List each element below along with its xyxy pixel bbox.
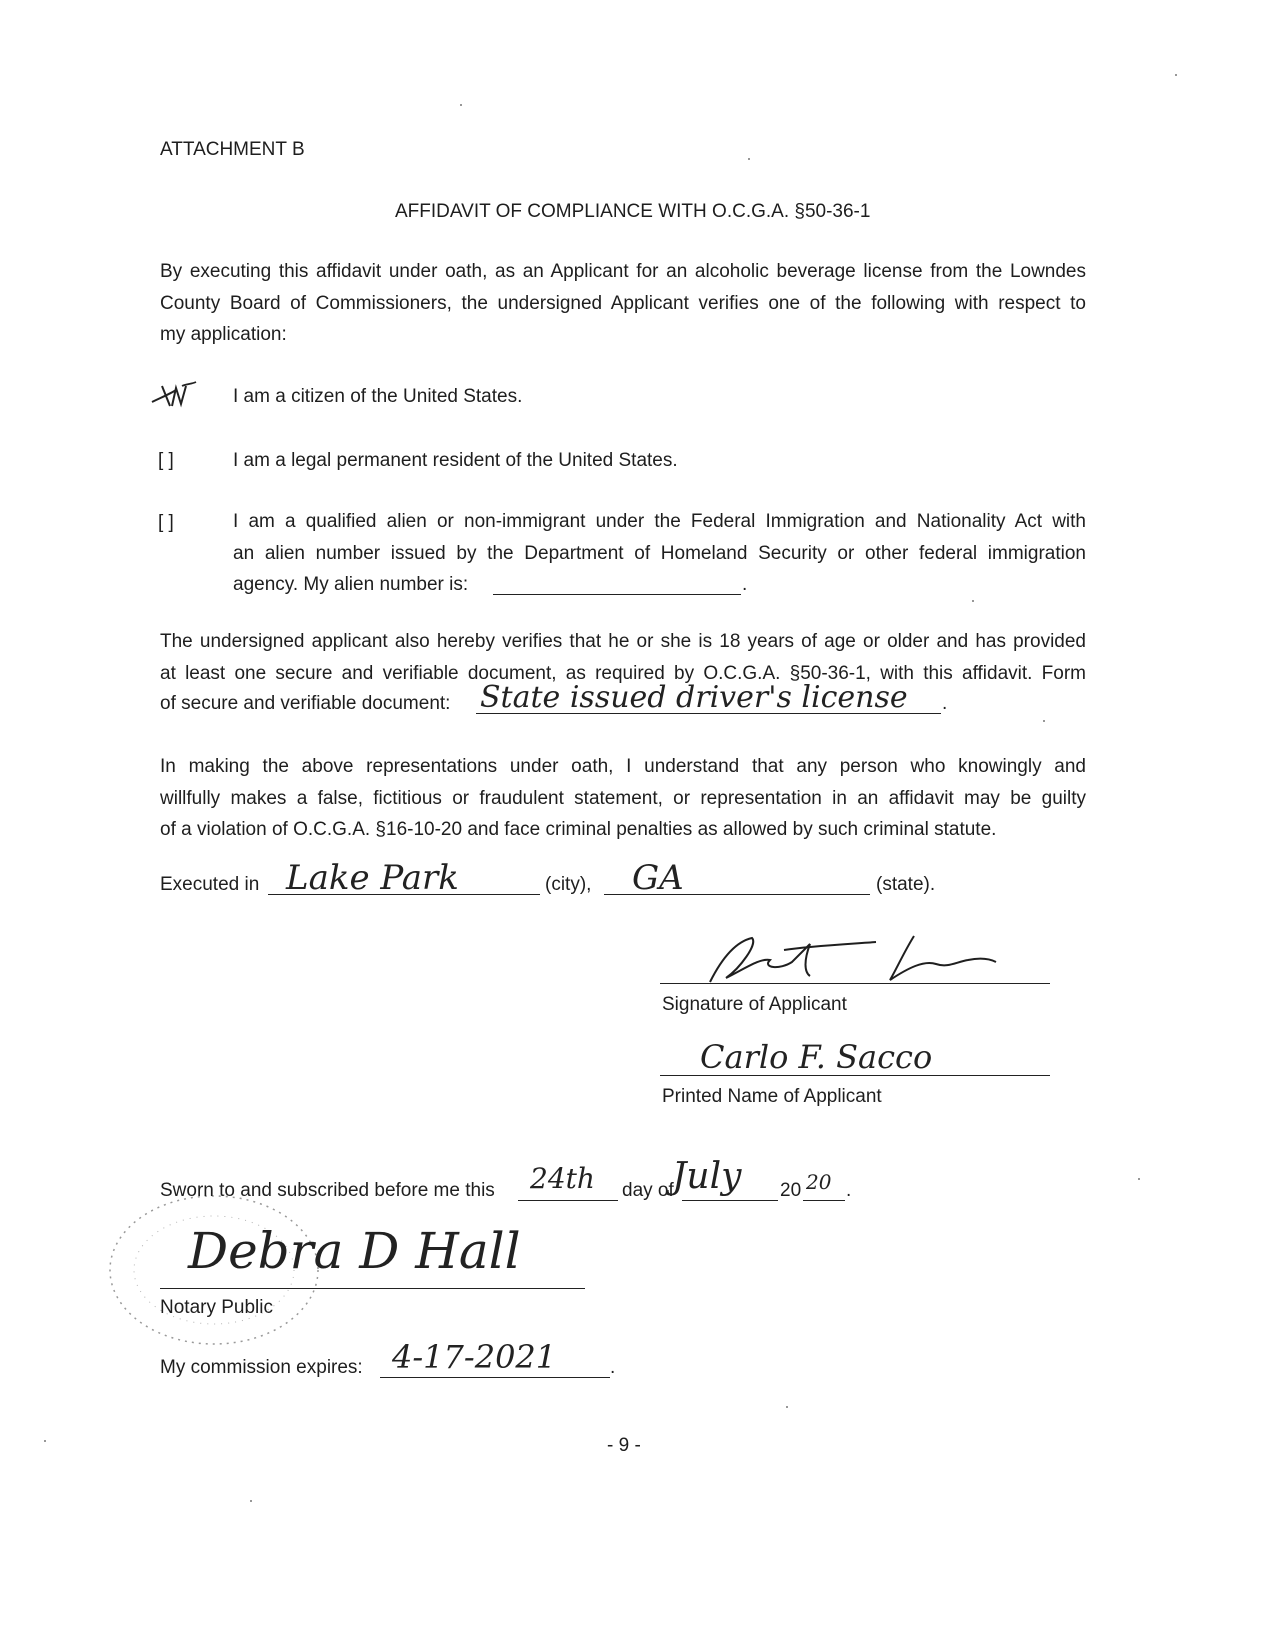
notary-signature-line [160, 1288, 585, 1289]
signature-label: Signature of Applicant [662, 994, 847, 1015]
document-type-period: . [942, 693, 948, 714]
commission-label: My commission expires: [160, 1357, 363, 1378]
document-type-label: of secure and verifiable document: [160, 693, 451, 714]
intro-line: By executing this affidavit under oath, as an Applicant for an alcoholic beverage license from the Lowndes [160, 261, 1086, 282]
scan-speck [748, 158, 750, 160]
scan-speck [972, 600, 974, 602]
notary-signature: Debra D Hall [188, 1222, 521, 1280]
commission-line [380, 1377, 610, 1378]
month-value[interactable]: July [672, 1156, 742, 1197]
intro-line: County Board of Commissioners, the undersigned Applicant verifies one of the following with respect to [160, 292, 1086, 314]
printed-name-value[interactable]: Carlo F. Sacco [700, 1038, 933, 1076]
scan-speck [786, 1406, 788, 1408]
intro-line: my application: [160, 324, 287, 345]
year-line [803, 1200, 845, 1201]
document-title: AFFIDAVIT OF COMPLIANCE WITH O.C.G.A. §50-36-1 [395, 201, 871, 222]
month-line [682, 1200, 778, 1201]
alien-number-field[interactable] [493, 594, 741, 595]
sworn-label: Sworn to and subscribed before me this [160, 1180, 495, 1201]
year-value[interactable]: 20 [806, 1170, 832, 1194]
document-type-value[interactable]: State issued driver's license [480, 680, 908, 715]
applicant-signature [700, 932, 1000, 988]
attachment-label: ATTACHMENT B [160, 139, 305, 160]
scan-speck [250, 1500, 252, 1502]
intro-paragraph [160, 256, 1086, 351]
city-label: (city), [545, 874, 592, 895]
page-number: - 9 - [607, 1435, 641, 1456]
day-of-label: day of [622, 1180, 674, 1201]
alien-line: I am a qualified alien or non-immigrant under the Federal Immigration and Nationality Act with [233, 511, 1086, 532]
commission-period: . [610, 1357, 616, 1378]
executed-label: Executed in [160, 874, 260, 895]
alien-number-period: . [742, 574, 748, 595]
year-prefix: 20 [780, 1180, 802, 1201]
printed-name-label: Printed Name of Applicant [662, 1086, 882, 1107]
scan-speck [1138, 1178, 1140, 1180]
day-value[interactable]: 24th [530, 1162, 595, 1195]
oath-line: In making the above representations under oath, I understand that any person who knowingly and [160, 756, 1086, 777]
oath-paragraph [160, 751, 1086, 846]
commission-value[interactable]: 4-17-2021 [392, 1338, 557, 1376]
scan-speck [1175, 74, 1177, 76]
day-line [518, 1200, 618, 1201]
verification-line: at least one secure and verifiable document, as required by O.C.G.A. §50-36-1, with this affidavit. Form [160, 662, 1086, 684]
state-label: (state). [876, 874, 936, 895]
verification-line: The undersigned applicant also hereby verifies that he or she is 18 years of age or older and has provided [160, 631, 1086, 652]
oath-line: of a violation of O.C.G.A. §16-10-20 and face criminal penalties as allowed by such criminal statute. [160, 819, 997, 840]
alien-number-label: agency. My alien number is: [233, 574, 469, 595]
citizen-checkmark [148, 380, 198, 410]
scan-speck [460, 104, 462, 106]
scan-speck [44, 1440, 46, 1442]
alien-line: an alien number issued by the Department of Homeland Security or other federal immigration [233, 542, 1086, 564]
option-alien-checkbox[interactable]: [ ] [158, 512, 174, 533]
option-resident-text: I am a legal permanent resident of the United States. [233, 450, 678, 471]
sworn-period: . [846, 1180, 852, 1201]
option-resident-checkbox[interactable]: [ ] [158, 450, 174, 471]
signature-line [660, 983, 1050, 984]
city-value[interactable]: Lake Park [286, 858, 459, 898]
scan-speck [1043, 720, 1045, 722]
option-citizen-text: I am a citizen of the United States. [233, 386, 523, 407]
option-alien-text [233, 506, 1086, 569]
notary-label: Notary Public [160, 1297, 273, 1318]
state-value[interactable]: GA [632, 858, 684, 898]
printed-name-line [660, 1075, 1050, 1076]
oath-line: willfully makes a false, fictitious or fraudulent statement, or representation in an affidavit may be guilty [160, 787, 1086, 809]
